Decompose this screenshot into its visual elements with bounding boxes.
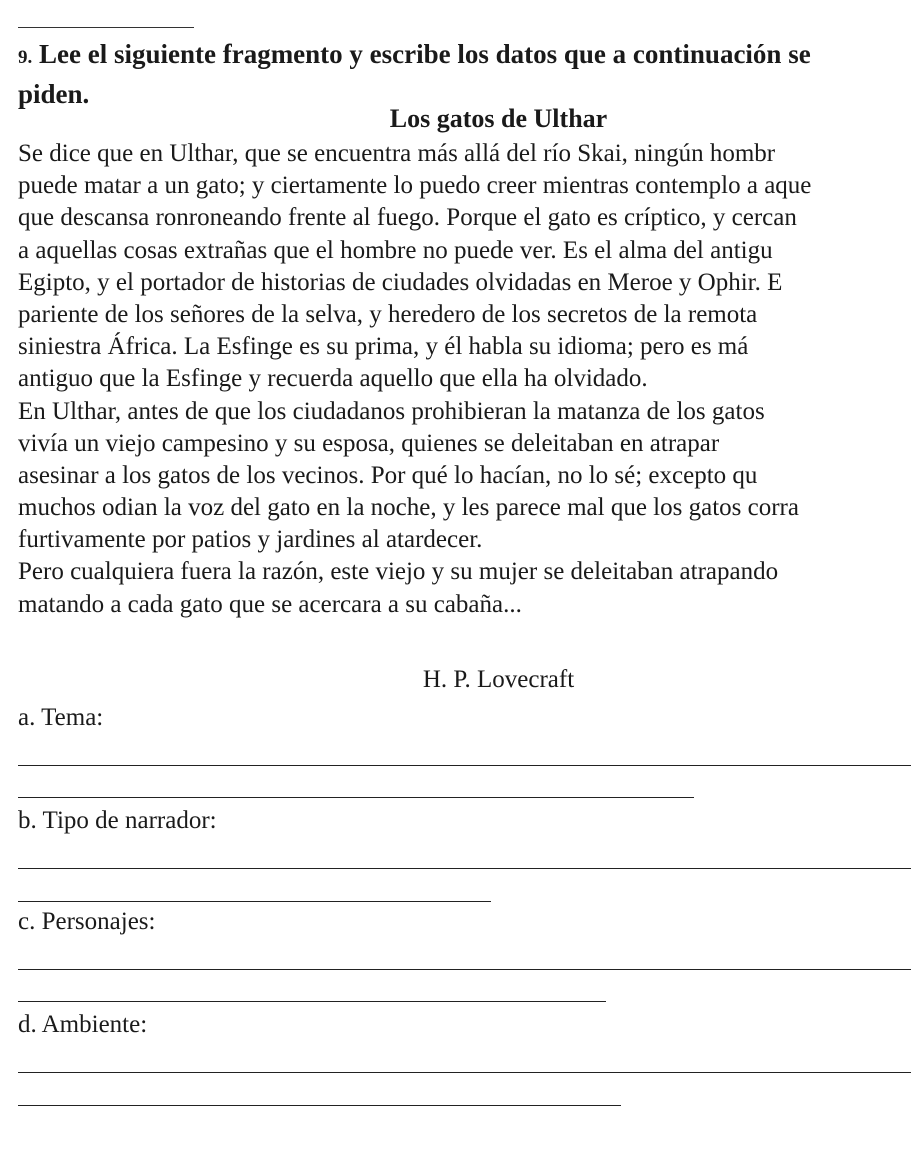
story-line: Pero cualquiera fuera la razón, este viejo y su mujer se deleitaban atrapando xyxy=(18,558,779,586)
story-title: Los gatos de Ulthar xyxy=(389,104,608,133)
question-number: 9. xyxy=(18,47,33,68)
story-line: a aquellas cosas extrañas que el hombre no puede ver. Es el alma del antigu xyxy=(18,236,773,264)
answer-line-personajes-2[interactable] xyxy=(18,1001,606,1002)
story-line: muchos odian la voz del gato en la noche, y les parece mal que los gatos corra xyxy=(18,494,799,522)
story-line: vivía un viejo campesino y su esposa, quienes se deleitaban en atrapar xyxy=(18,429,720,457)
top-rule xyxy=(18,27,194,28)
story-line: que descansa ronroneando frente al fuego. Porque el gato es críptico, y cercan xyxy=(18,204,797,232)
question-text-line2: piden. xyxy=(18,79,90,109)
item-label-ambiente: d. Ambiente: xyxy=(18,1011,148,1038)
answer-line-narrador-1[interactable] xyxy=(18,868,911,869)
story-line: siniestra África. La Esfinge es su prima, y él habla su idioma; pero es má xyxy=(18,333,749,361)
story-line: puede matar a un gato; y ciertamente lo puedo creer mientras contemplo a aque xyxy=(18,172,812,200)
story-line: pariente de los señores de la selva, y heredero de los secretos de la remota xyxy=(18,300,758,328)
answer-line-tema-2[interactable] xyxy=(18,797,694,798)
answer-line-narrador-2[interactable] xyxy=(18,901,491,902)
story-line: furtivamente por patios y jardines al atardecer. xyxy=(18,526,483,554)
story-line: antiguo que la Esfinge y recuerda aquello que ella ha olvidado. xyxy=(18,365,648,393)
answer-line-ambiente-2[interactable] xyxy=(18,1105,621,1106)
question-text-line1: Lee el siguiente fragmento y escribe los datos que a continuación se xyxy=(39,39,811,69)
story-excerpt xyxy=(18,138,911,621)
question-prompt xyxy=(18,36,908,112)
item-label-narrador: b. Tipo de narrador: xyxy=(18,807,217,834)
author-name: H. P. Lovecraft xyxy=(422,666,575,693)
answer-line-tema-1[interactable] xyxy=(18,765,911,766)
answer-line-ambiente-1[interactable] xyxy=(18,1072,911,1073)
story-line: asesinar a los gatos de los vecinos. Por qué lo hacían, no lo sé; excepto qu xyxy=(18,461,758,489)
item-label-personajes: c. Personajes: xyxy=(18,908,156,935)
story-line: matando a cada gato que se acercara a su cabaña... xyxy=(18,590,522,618)
story-line: En Ulthar, antes de que los ciudadanos prohibieran la matanza de los gatos xyxy=(18,397,765,425)
answer-line-personajes-1[interactable] xyxy=(18,969,911,970)
item-label-tema: a. Tema: xyxy=(18,704,104,731)
story-line: Egipto, y el portador de historias de ciudades olvidadas en Meroe y Ophir. E xyxy=(18,268,783,296)
story-line: Se dice que en Ulthar, que se encuentra más allá del río Skai, ningún hombr xyxy=(18,140,776,167)
